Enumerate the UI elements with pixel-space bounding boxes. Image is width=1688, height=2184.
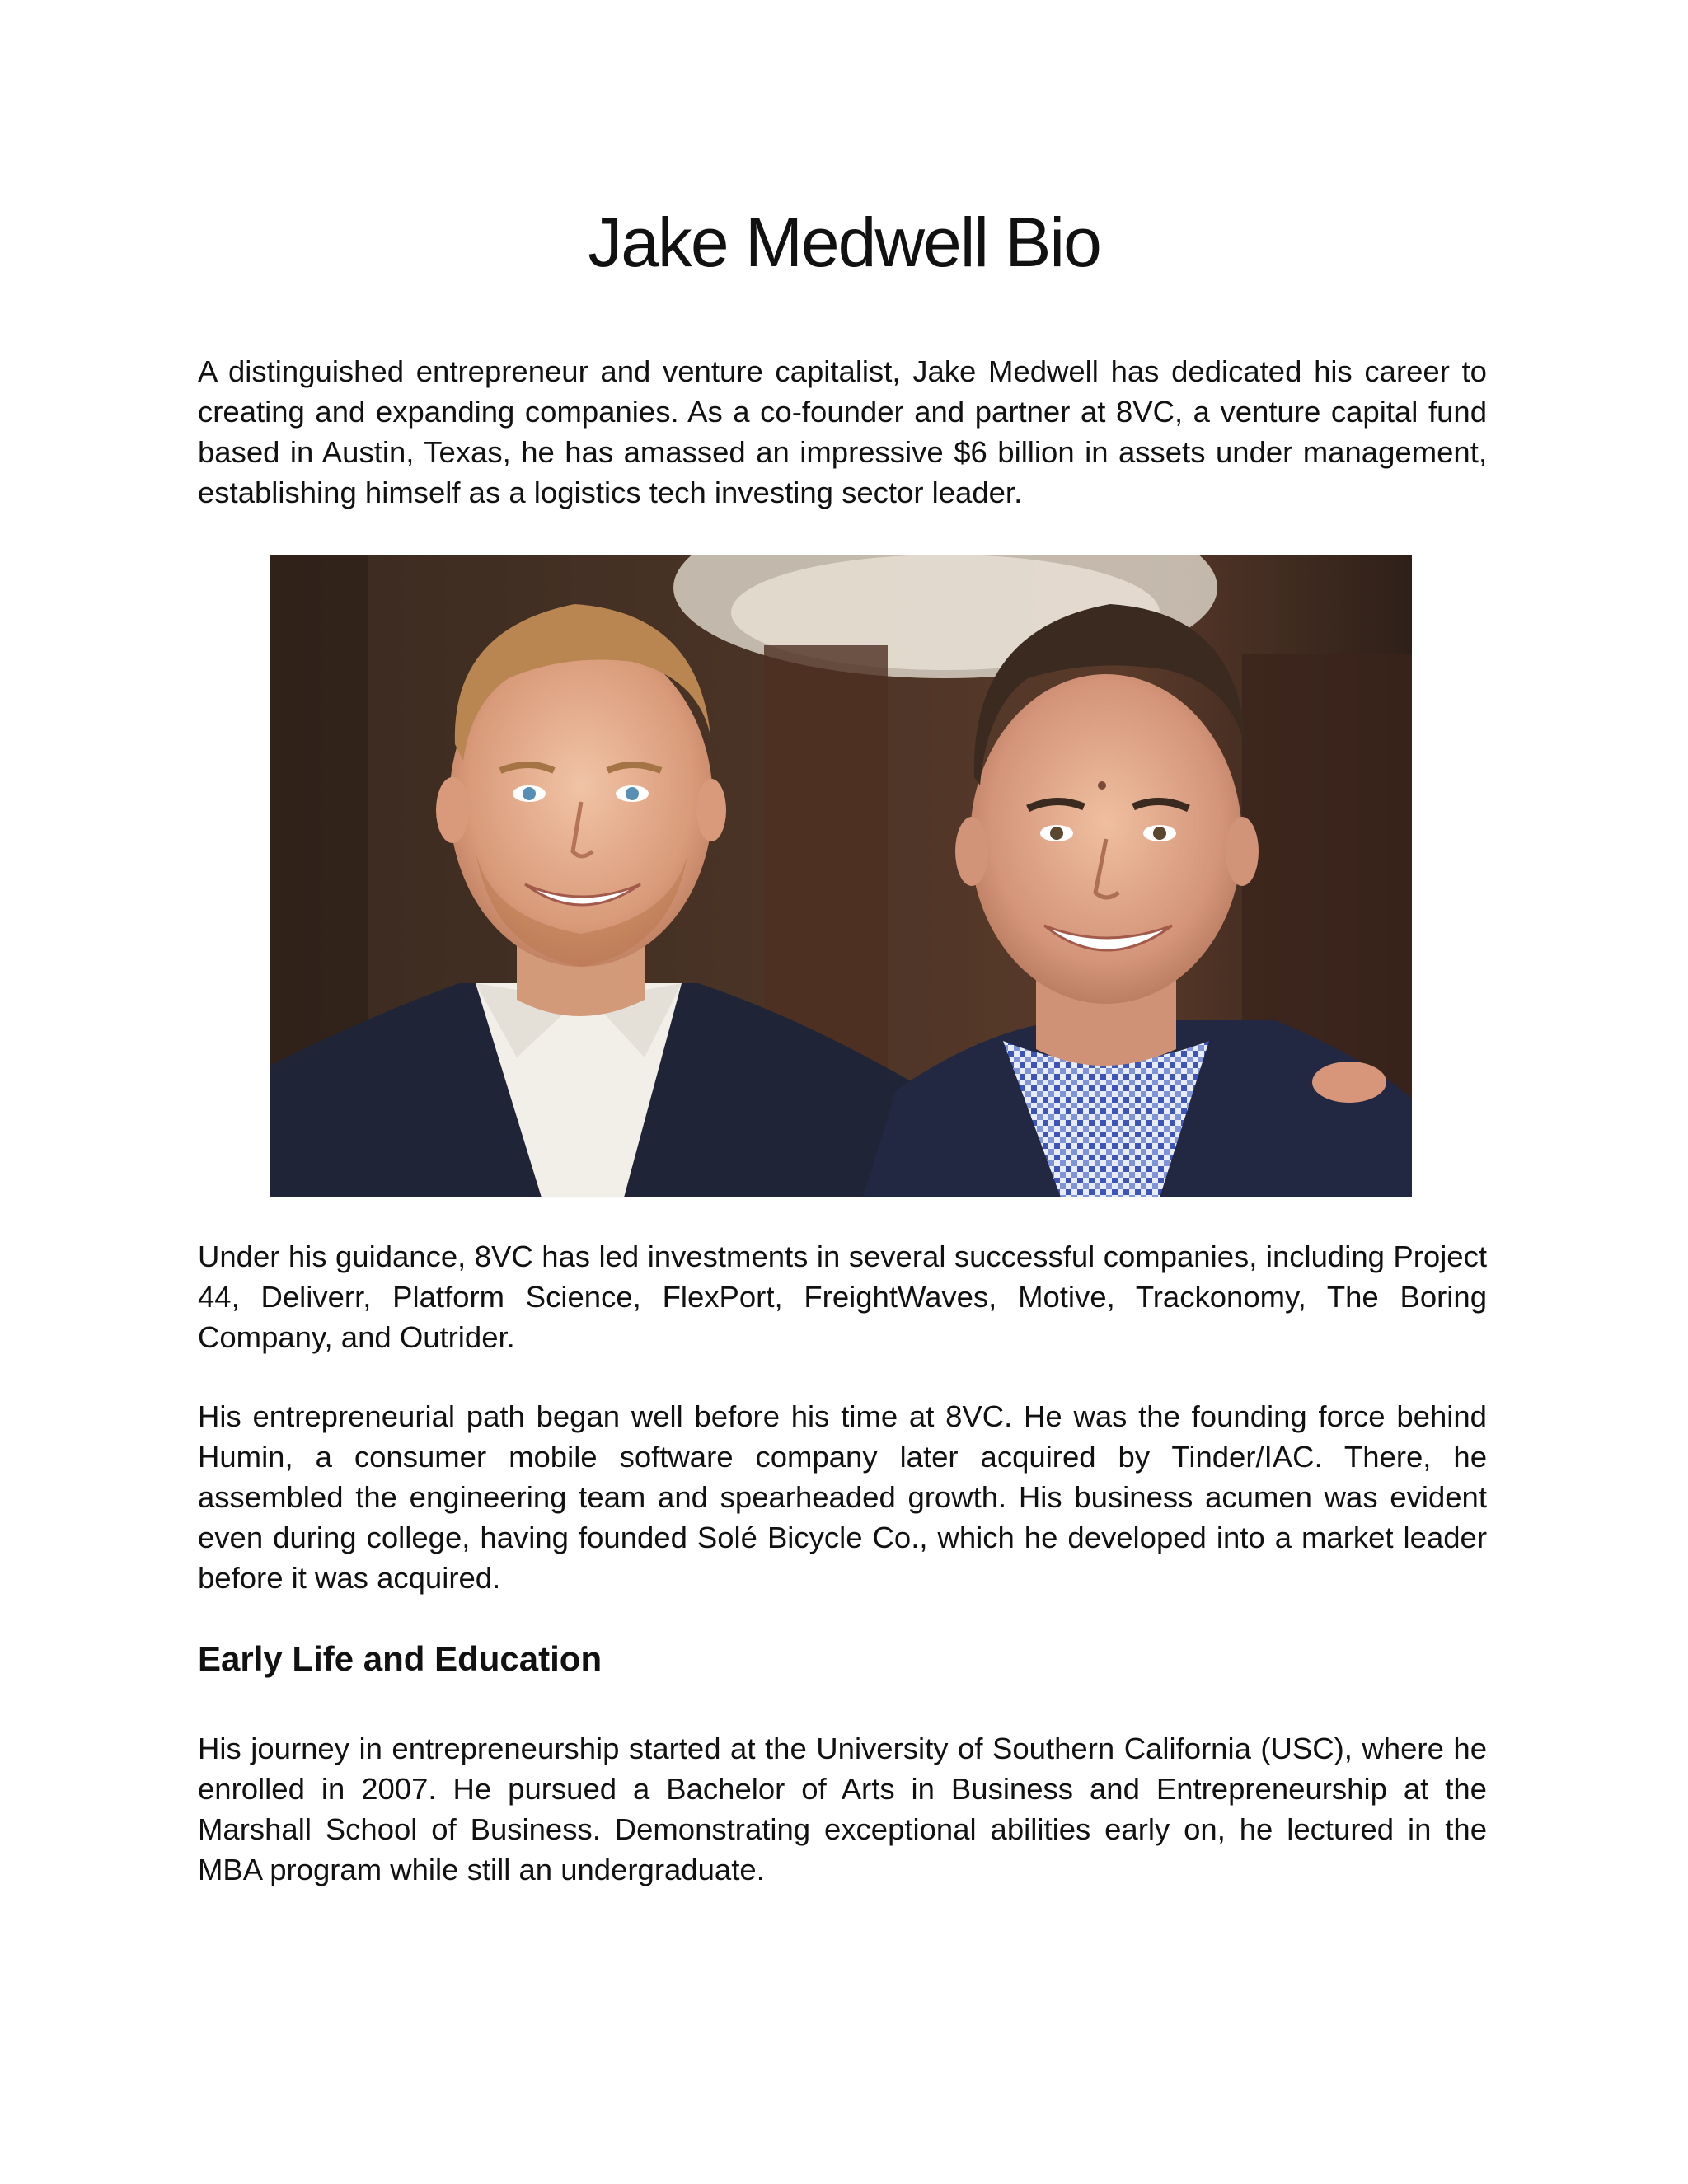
section-heading-early-life: Early Life and Education bbox=[198, 1639, 603, 1678]
entrepreneurial-path-paragraph: His entrepreneurial path began well before his time at 8VC. He was the founding force behind Humin, a consumer mobile software company later acquired by Tinder/IAC. There, he assembled the engineering team and spearheaded growth. His business acumen was evident even during college, having founded Solé Bicycle Co., which he developed into a market leader before it was acquired. bbox=[198, 1399, 1487, 1595]
page-title: Jake Medwell Bio bbox=[588, 204, 1100, 281]
education-paragraph: His journey in entrepreneurship started at the University of Southern California (USC), where he enrolled in 2007. He pursued a Bachelor of Arts in Business and Entrepreneurship at the Marshall School of Business. Demonstrating exceptional abilities early on, he lectured in the MBA program while still an undergraduate. bbox=[198, 1732, 1487, 1886]
portrait-photo bbox=[270, 555, 1412, 1197]
investments-paragraph: Under his guidance, 8VC has led investments in several successful companies, including Project 44, Deliverr, Platform Science, FlexPort, FreightWaves, Motive, Trackonomy, The Boring Company, and Outrider. bbox=[198, 1240, 1487, 1354]
intro-paragraph: A distinguished entrepreneur and venture capitalist, Jake Medwell has dedicated his career to creating and expanding companies. As a co-founder and partner at 8VC, a venture capital fund based in Austin, Texas, he has amassed an impressive $6 billion in assets under management, establishing himself as a logistics tech investing sector leader. bbox=[198, 354, 1487, 509]
